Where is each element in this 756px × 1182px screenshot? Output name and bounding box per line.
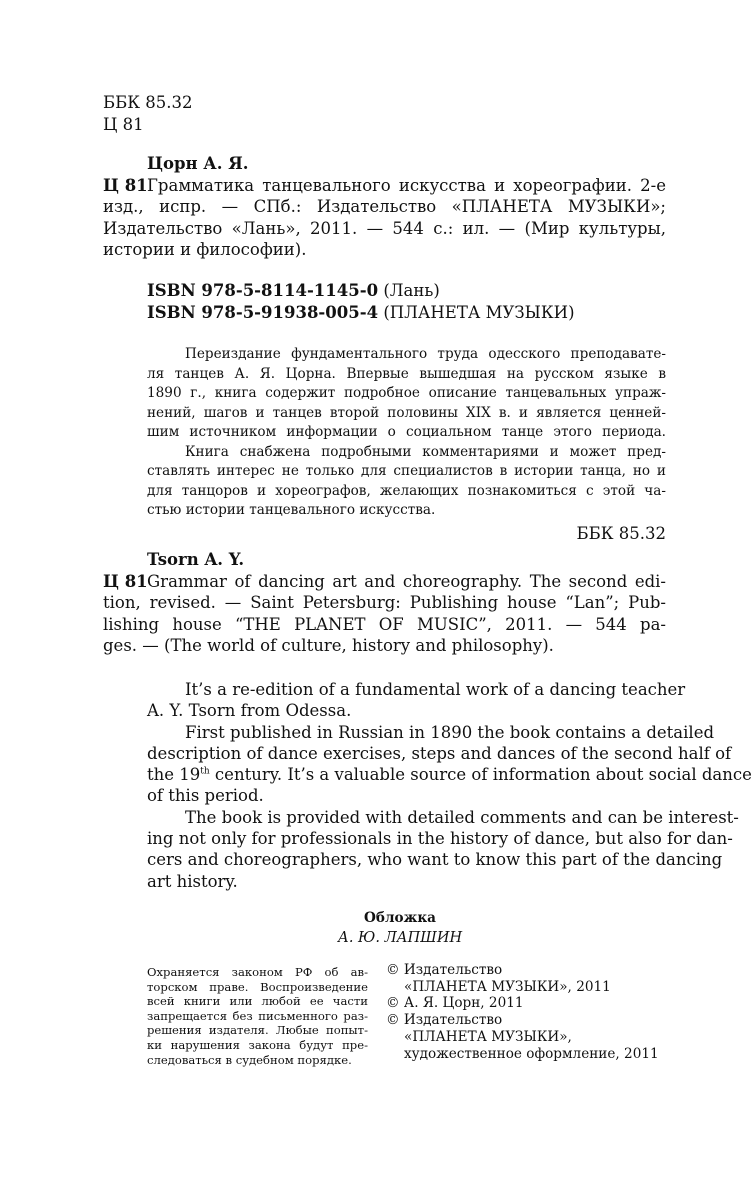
- ru-abstract-line: для танцоров и хореографов, желающих познакомиться с этой ча-: [147, 482, 666, 499]
- ru-abstract: [147, 345, 666, 544]
- ru-biblio-line: изд., испр. — СПб.: Издательство «ПЛАНЕТА МУЗЫКИ»;: [103, 197, 666, 216]
- isbn-block: [147, 280, 575, 323]
- en-author-mark: Ц 81: [103, 571, 148, 591]
- en-biblio: [103, 571, 666, 657]
- copyright-line: © Издательство: [386, 962, 503, 978]
- ru-abstract-line: Книга снабжена подробными комментариями и может пред-: [185, 443, 666, 460]
- ru-author: Цорн А. Я.: [147, 154, 249, 173]
- bbk-header: [103, 92, 193, 135]
- ru-abstract-line: ставлять интерес не только для специалистов в истории танца, но и: [147, 463, 666, 479]
- en-abstract-line: A. Y. Tsorn from Odessa.: [147, 701, 352, 721]
- en-biblio-line: lishing house “THE PLANET OF MUSIC”, 2011. — 544 pa-: [103, 614, 666, 634]
- en-abstract-line: First published in Russian in 1890 the book contains a detailed: [185, 722, 715, 742]
- legal-line: торском праве. Воспроизведение: [147, 979, 368, 994]
- copyright-line: «ПЛАНЕТА МУЗЫКИ», 2011: [404, 978, 611, 995]
- legal-line: запрещается без письменного раз-: [147, 1008, 368, 1023]
- en-biblio-line: ges. — (The world of culture, history and philosophy).: [103, 636, 554, 655]
- ru-bbk: ББК 85.32: [576, 523, 666, 543]
- copyright-line: художественное оформление, 2011: [404, 1045, 659, 1062]
- en-biblio-line: tion, revised. — Saint Petersburg: Publishing house “Lan”; Pub-: [103, 593, 666, 612]
- en-abstract: [147, 679, 752, 892]
- copyright-block: [386, 962, 659, 1062]
- en-abstract-line: description of dance exercises, steps and dances of the second half of: [147, 743, 732, 763]
- ru-abstract-line: Переиздание фундаментального труда одесского преподавате-: [185, 346, 666, 362]
- en-record: [103, 549, 666, 657]
- cover-label: Обложка: [364, 910, 436, 926]
- ru-biblio-line: истории и философии).: [103, 240, 307, 259]
- en-abstract-line: the 19th century. It’s a valuable source of information about social dance: [147, 765, 752, 785]
- isbn-planet: ISBN 978-5-91938-005-4 (ПЛАНЕТА МУЗЫКИ): [147, 302, 575, 322]
- ru-biblio-line: Грамматика танцевального искусства и хореографии. 2-е: [147, 175, 666, 195]
- ru-abstract-line: шим источником информации о социальном танце этого периода.: [147, 424, 666, 440]
- copyright-line: © А. Я. Цорн, 2011: [386, 995, 524, 1012]
- en-author: Tsorn A. Y.: [147, 550, 245, 569]
- legal-line: ки нарушения закона будут пре-: [147, 1037, 368, 1052]
- legal-line: решения издателя. Любые попыт-: [147, 1023, 368, 1038]
- en-abstract-line: ing not only for professionals in the history of dance, but also for dan-: [147, 829, 733, 849]
- cover-artist: А. Ю. ЛАПШИН: [337, 929, 463, 946]
- copyright-line: «ПЛАНЕТА МУЗЫКИ»,: [404, 1028, 572, 1045]
- ru-biblio-line: Издательство «Лань», 2011. — 544 с.: ил. — (Мир культуры,: [103, 218, 666, 238]
- bbk-index: ББК 85.32: [103, 93, 193, 112]
- ru-abstract-line: нений, шагов и танцев второй половины XIX в. и является ценней-: [147, 404, 666, 421]
- ru-abstract-line: ля танцев А. Я. Цорна. Впервые вышедшая на русском языке в: [147, 365, 666, 382]
- ru-author-mark: Ц 81: [103, 175, 148, 195]
- legal-notice: [147, 965, 368, 1067]
- ru-biblio: [103, 175, 666, 261]
- ru-abstract-line: стью истории танцевального искусства.: [147, 502, 436, 518]
- en-abstract-line: of this period.: [147, 786, 264, 806]
- legal-line: Охраняется законом РФ об ав-: [147, 965, 368, 979]
- copyright-line: © Издательство: [386, 1012, 503, 1029]
- isbn-lan: ISBN 978-5-8114-1145-0 (Лань): [147, 281, 440, 300]
- ru-abstract-line: 1890 г., книга содержит подробное описание танцевальных упраж-: [147, 385, 666, 401]
- legal-line: всей книги или любой ее части: [147, 994, 368, 1009]
- cover-credit: [300, 909, 500, 948]
- en-abstract-line: cers and choreographers, who want to know this part of the dancing: [147, 850, 723, 870]
- legal-line: следоваться в судебном порядке.: [147, 1052, 352, 1067]
- en-abstract-line: art history.: [147, 871, 238, 891]
- en-abstract-line: It’s a re-edition of a fundamental work of a dancing teacher: [185, 680, 686, 699]
- en-abstract-line: The book is provided with detailed comments and can be interest-: [185, 807, 739, 827]
- author-mark: Ц 81: [103, 114, 144, 134]
- en-biblio-line: Grammar of dancing art and choreography. The second edi-: [147, 571, 666, 591]
- ru-record: [103, 153, 666, 261]
